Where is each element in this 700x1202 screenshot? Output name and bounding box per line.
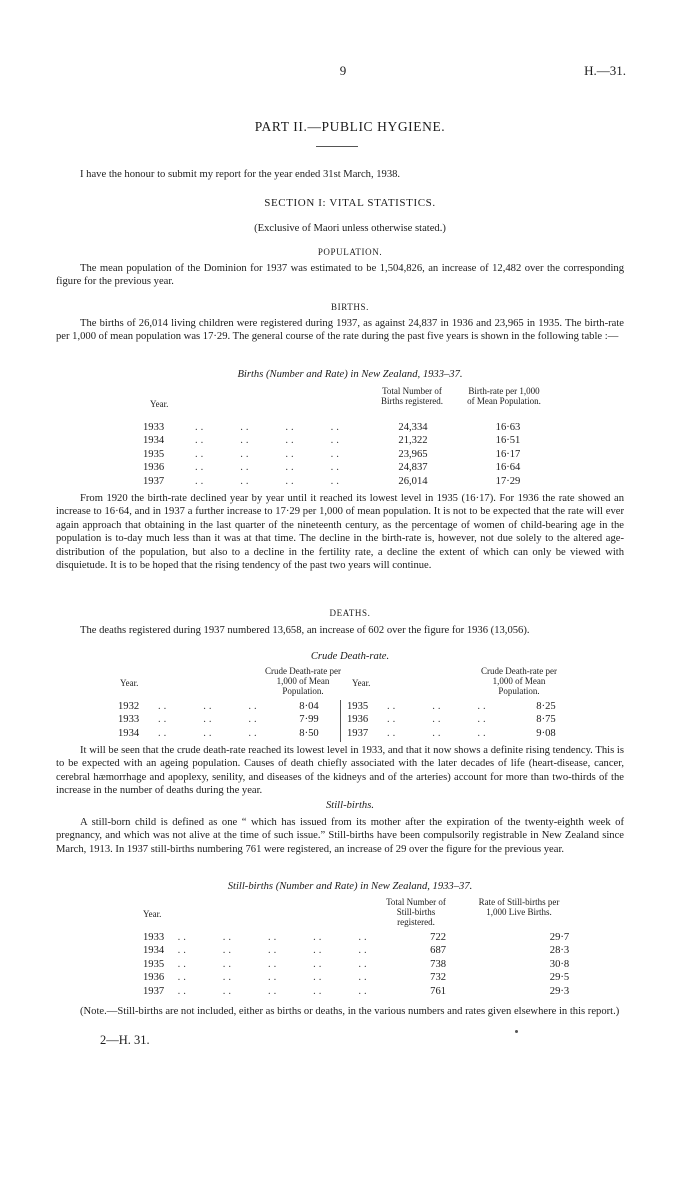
- row-year: 1936: [143, 972, 165, 984]
- row-total: 26,014: [398, 475, 428, 487]
- row-year: 1937: [347, 727, 369, 739]
- deaths-paragraph: The deaths registered during 1937 numbered 13,658, an increase of 602 over the figure for 1936 (13,056).: [80, 625, 530, 636]
- leader-dots: .. .. .. ..: [195, 462, 342, 474]
- leader-dots: .. .. .. .. ..: [177, 945, 370, 957]
- leader-dots: .. .. .. ..: [195, 448, 342, 460]
- births-heading: BIRTHS.: [331, 302, 369, 312]
- table-row: [118, 700, 340, 713]
- row-year: 1937: [143, 985, 165, 997]
- leader-dots: .. .. .. .. ..: [177, 985, 370, 997]
- death-col-year-right: Year.: [352, 678, 371, 688]
- leader-dots: .. .. .. ..: [195, 475, 342, 487]
- row-year: 1937: [143, 475, 165, 487]
- deaths-heading: DEATHS.: [329, 608, 371, 618]
- row-year: 1936: [143, 462, 165, 474]
- row-rate: 29·3: [549, 985, 570, 997]
- stillbirths-table-body: [143, 931, 623, 998]
- section-heading: SECTION I: VITAL STATISTICS.: [264, 197, 436, 209]
- table-row: [143, 461, 563, 474]
- population-paragraph: The mean population of the Dominion for 1937 was estimated to be 1,504,826, an increase of 12,482 over the corresponding figure for the previous year.: [56, 263, 624, 288]
- leader-dots: .. .. .. .. ..: [177, 932, 370, 943]
- births-col-rate: Birth-rate per 1,000 of Mean Population.: [467, 386, 541, 407]
- leader-dots: .. .. ..: [158, 727, 260, 739]
- row-year: 1933: [143, 932, 165, 943]
- table-row: [143, 421, 563, 434]
- table-row: [347, 700, 577, 713]
- table-row: [143, 958, 623, 971]
- table-row: [143, 434, 563, 447]
- row-rate: 17·29: [495, 475, 521, 487]
- title-rule: [316, 146, 358, 147]
- intro-paragraph: I have the honour to submit my report for the year ended 31st March, 1938.: [80, 169, 401, 180]
- row-year: 1935: [143, 958, 165, 970]
- table-row: [347, 727, 577, 740]
- row-total: 761: [430, 985, 447, 997]
- row-year: 1936: [347, 714, 369, 726]
- death-table-left-body: [118, 700, 340, 740]
- row-year: 1934: [143, 945, 165, 957]
- death-col-year-left: Year.: [120, 678, 139, 688]
- death-rate-table-title: Crude Death-rate.: [310, 651, 390, 662]
- leader-dots: .. .. .. ..: [195, 435, 342, 447]
- row-total: 687: [430, 945, 447, 957]
- leader-dots: .. .. ..: [387, 701, 489, 712]
- death-col-rate-left: Crude Death-rate per 1,000 of Mean Population.: [265, 666, 341, 697]
- row-year: 1932: [118, 701, 140, 712]
- births-paragraph: The births of 26,014 living children were registered during 1937, as against 24,837 in 1936 and 23,965 in 1935. The birth-rate per 1,000 of mean population was 17·29. The general course of the rate during the past five years is shown in the following table :—: [56, 318, 624, 343]
- table-row: [118, 727, 340, 740]
- page-number: 9: [339, 63, 347, 78]
- row-rate: 30·8: [549, 958, 570, 970]
- row-total: 732: [430, 972, 447, 984]
- section-note: (Exclusive of Maori unless otherwise stated.): [254, 223, 446, 234]
- row-rate: 9·08: [536, 727, 556, 739]
- death-col-rate-right: Crude Death-rate per 1,000 of Mean Population.: [481, 666, 557, 697]
- leader-dots: .. .. ..: [158, 714, 260, 726]
- part-title: PART II.—PUBLIC HYGIENE.: [254, 119, 446, 134]
- row-rate: 16·63: [495, 422, 521, 433]
- births-col-total: Total Number of Births registered.: [381, 386, 443, 407]
- row-rate: 29·7: [549, 932, 570, 943]
- table-row: [347, 713, 577, 726]
- leader-dots: .. .. .. ..: [195, 422, 342, 433]
- row-rate: 16·64: [495, 462, 521, 474]
- row-rate: 8·25: [536, 701, 556, 712]
- stillbirths-col-rate: Rate of Still-births per 1,000 Live Births.: [478, 897, 560, 918]
- row-total: 24,837: [398, 462, 428, 474]
- stillbirths-note: (Note.—Still-births are not included, either as births or deaths, in the various numbers and rates given elsewhere in this report.): [80, 1006, 620, 1017]
- births-col-year: Year.: [150, 399, 169, 409]
- row-year: 1934: [118, 727, 140, 739]
- document-reference: H.—31.: [584, 63, 626, 78]
- table-row: [143, 985, 623, 998]
- row-rate: 16·17: [495, 448, 521, 460]
- table-row: [143, 475, 563, 488]
- row-rate: 29·5: [549, 972, 570, 984]
- row-total: 23,965: [398, 448, 428, 460]
- row-rate: 16·51: [495, 435, 521, 447]
- row-rate: 8·75: [536, 714, 556, 726]
- leader-dots: .. .. ..: [387, 714, 489, 726]
- stillbirths-paragraph: A still-born child is defined as one “ which has issued from its mother after the expiration of the twenty-eighth week of pregnancy, and which was not alive at the time of such issue.” Still-births have been compulsorily registrable in New Zealand since March, 1913. In 1937 still-births numbering 761 were registered, an increase of 29 over the figure for the previous year.: [56, 817, 624, 855]
- table-row: [143, 931, 623, 944]
- leader-dots: .. .. ..: [158, 701, 260, 712]
- row-total: 24,334: [398, 422, 428, 433]
- leader-dots: .. .. .. .. ..: [177, 958, 370, 970]
- leader-dots: .. .. .. .. ..: [177, 972, 370, 984]
- row-year: 1933: [118, 714, 140, 726]
- row-rate: 7·99: [299, 714, 319, 726]
- table-row: [118, 713, 340, 726]
- births-table-body: [143, 421, 563, 488]
- row-total: 738: [430, 958, 447, 970]
- ink-speck: [515, 1030, 518, 1033]
- deaths-discussion-paragraph: It will be seen that the crude death-rate reached its lowest level in 1933, and that it now shows a definite rising tendency. This is to be expected with an ageing population. Causes of death chiefly associated with the later decades of life (heart-disease, cancer, cerebral hæmorrhage and apoplexy, senility, and diseases of the kidneys and of the arteries) account for more than two-thirds of the increase in the number of deaths during the year.: [56, 745, 624, 797]
- births-table-title: Births (Number and Rate) in New Zealand, 1933–37.: [237, 369, 463, 380]
- death-table-divider: [340, 700, 341, 742]
- population-heading: POPULATION.: [317, 247, 383, 257]
- leader-dots: .. .. ..: [387, 727, 489, 739]
- signature-mark: 2—H. 31.: [100, 1033, 150, 1047]
- row-year: 1934: [143, 435, 165, 447]
- row-year: 1935: [143, 448, 165, 460]
- row-rate: 8·04: [299, 701, 319, 712]
- row-rate: 8·50: [299, 727, 319, 739]
- stillbirths-heading: Still-births.: [326, 800, 374, 811]
- table-row: [143, 448, 563, 461]
- table-row: [143, 944, 623, 957]
- death-table-right-body: [347, 700, 577, 740]
- row-total: 722: [430, 932, 447, 943]
- stillbirths-table-title: Still-births (Number and Rate) in New Zealand, 1933–37.: [227, 881, 473, 892]
- stillbirths-col-total: Total Number of Still-births registered.: [386, 897, 446, 928]
- row-rate: 28·3: [549, 945, 570, 957]
- row-year: 1933: [143, 422, 165, 433]
- row-total: 21,322: [398, 435, 428, 447]
- row-year: 1935: [347, 701, 369, 712]
- stillbirths-col-year: Year.: [143, 909, 162, 919]
- table-row: [143, 971, 623, 984]
- births-discussion-paragraph: From 1920 the birth-rate declined year by year until it reached its lowest level in 1935 (16·17). For 1936 the rate showed an increase to 16·64, and in 1937 a further increase to 17·29 per 1,000 of mean population. It is not to be expected that the rate will ever again approach that obtaining in the last quarter of the nineteenth century, as the percentage of women of child-bearing age in the population is to-day much less than it was at that time. The decline in the birth-rate is, however, not due solely to the altered age-distribution of the population, but also to a decline in the fertility rate, a decline the extent of which can only be viewed with disquietude. It is to be hoped that the rising tendency of the past two years will continue.: [56, 493, 624, 572]
